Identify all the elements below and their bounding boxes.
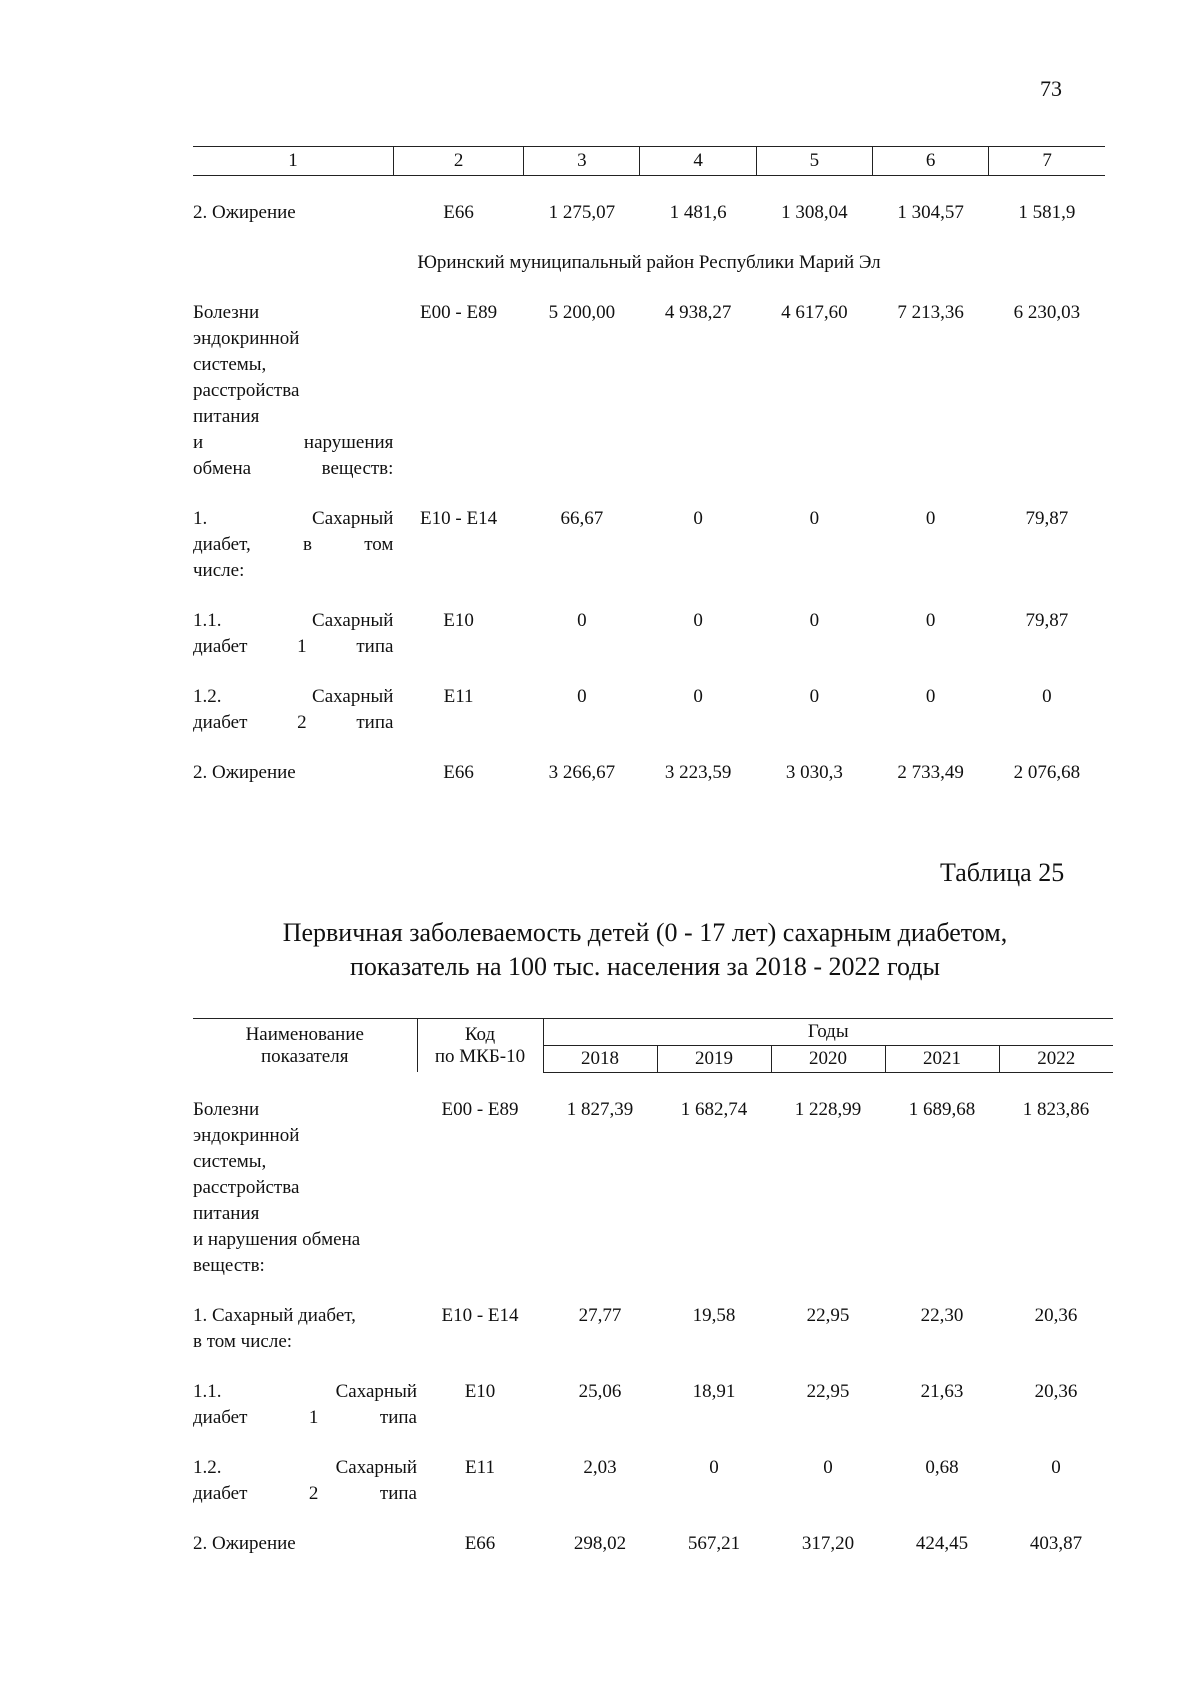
- row-value: 298,02: [573, 1532, 627, 1554]
- row-value: 2 076,68: [1013, 762, 1081, 783]
- row-value: 1 823,86: [1022, 1098, 1090, 1120]
- row-value: 0: [693, 610, 703, 631]
- row-name: 1.2. Сахарный диабет 2 типа: [193, 686, 394, 733]
- table-row: [193, 1303, 1113, 1355]
- column-number: 5: [756, 147, 872, 176]
- column-number: 6: [872, 147, 988, 176]
- row-value: 0: [693, 686, 703, 707]
- row-value: 0: [1051, 1456, 1061, 1478]
- row-value: 2,03: [583, 1456, 617, 1478]
- row-value: 22,95: [806, 1380, 850, 1402]
- row-value: 317,20: [801, 1532, 855, 1554]
- table-label: Таблица 25: [940, 858, 1065, 887]
- row-value: 0: [925, 508, 936, 529]
- table-title: Первичная заболеваемость детей (0 - 17 лет) сахарным диабетом, показатель на 100 тыс. населения за 2018 - 2022 годы: [282, 918, 1008, 981]
- year-header: 2020: [771, 1045, 885, 1072]
- row-value: 22,95: [806, 1304, 850, 1326]
- column-number-header: [193, 147, 1105, 176]
- row-value: 0,68: [925, 1456, 959, 1478]
- column-number: 3: [524, 147, 640, 176]
- row-value: 567,21: [687, 1532, 741, 1554]
- row-code: E10: [443, 610, 474, 631]
- years-header: Годы: [543, 1019, 1113, 1046]
- row-value: 0: [823, 1456, 833, 1478]
- year-header: 2021: [885, 1045, 999, 1072]
- row-code: E66: [443, 202, 474, 223]
- row-value: 0: [709, 1456, 719, 1478]
- column-number: 7: [989, 147, 1105, 176]
- row-name: Болезни эндокринной системы, расстройства питания и нарушения обмена веществ:: [193, 302, 394, 479]
- row-value: 1 304,57: [897, 202, 964, 223]
- row-value: 25,06: [578, 1380, 622, 1402]
- row-name: 1.2. Сахарный диабет 2 типа: [193, 1456, 417, 1504]
- icd-code-header: Код по МКБ-10: [417, 1019, 543, 1073]
- row-value: 0: [809, 686, 820, 707]
- column-number: 2: [393, 147, 523, 176]
- table-row: [193, 1379, 1113, 1431]
- row-name: 1. Сахарный диабет, в том числе:: [193, 1304, 356, 1352]
- row-value: 5 200,00: [548, 302, 616, 323]
- row-value: 20,36: [1034, 1304, 1078, 1326]
- row-value: 18,91: [692, 1380, 736, 1402]
- row-value: 1 481,6: [669, 202, 727, 223]
- row-value: 0: [925, 686, 936, 707]
- row-code: E11: [465, 1456, 495, 1478]
- row-value: 4 938,27: [664, 302, 732, 323]
- table-row: [193, 760, 1105, 786]
- row-value: 1 581,9: [1018, 202, 1076, 223]
- row-value: 66,67: [560, 508, 604, 529]
- row-value: 3 266,67: [548, 762, 616, 783]
- row-code: E66: [443, 762, 474, 783]
- row-name: Болезни эндокринной системы, расстройства питания и нарушения обмена веществ:: [193, 1098, 361, 1276]
- indicator-name-header: Наименование показателя: [193, 1019, 417, 1073]
- row-code: E00 - E89: [420, 302, 498, 323]
- row-value: 1 827,39: [566, 1098, 634, 1120]
- row-value: 403,87: [1029, 1532, 1083, 1554]
- row-value: 6 230,03: [1013, 302, 1081, 323]
- row-name: 2. Ожирение: [193, 762, 296, 783]
- year-header: 2019: [657, 1045, 771, 1072]
- region-row: [193, 250, 1105, 276]
- row-value: 0: [925, 610, 936, 631]
- table-row: [193, 1531, 1113, 1557]
- row-value: 4 617,60: [781, 302, 848, 323]
- row-value: 79,87: [1025, 508, 1069, 529]
- row-value: 27,77: [578, 1304, 622, 1326]
- row-value: 0: [577, 686, 587, 707]
- row-code: E00 - E89: [441, 1098, 519, 1120]
- row-value: 7 213,36: [897, 302, 964, 323]
- row-value: 3 223,59: [664, 762, 732, 783]
- row-value: 0: [693, 508, 703, 529]
- row-value: 1 308,04: [781, 202, 848, 223]
- row-name: 2. Ожирение: [193, 1532, 296, 1554]
- row-value: 0: [1042, 686, 1052, 707]
- row-name: 1.1. Сахарный диабет 1 типа: [193, 610, 394, 657]
- row-code: E10 - E14: [441, 1304, 519, 1326]
- region-heading: Юринский муниципальный район Республики Марий Эл: [417, 252, 881, 273]
- row-value: 21,63: [920, 1380, 964, 1402]
- row-value: 1 689,68: [908, 1098, 976, 1120]
- table-row: [193, 684, 1105, 736]
- row-value: 19,58: [692, 1304, 736, 1326]
- row-value: 79,87: [1025, 610, 1069, 631]
- children-diabetes-incidence-table: [193, 1018, 1113, 1557]
- table-row: [193, 200, 1105, 226]
- page-number: 73: [1040, 76, 1062, 101]
- continued-incidence-table: [193, 146, 1105, 786]
- row-code: E11: [443, 686, 474, 707]
- row-value: 20,36: [1034, 1380, 1078, 1402]
- table-row: [193, 608, 1105, 660]
- table-row: [193, 300, 1105, 482]
- year-header: 2022: [999, 1045, 1113, 1072]
- table-row: [193, 1455, 1113, 1507]
- row-value: 0: [577, 610, 587, 631]
- row-value: 0: [809, 508, 820, 529]
- row-value: 22,30: [920, 1304, 964, 1326]
- row-name: 2. Ожирение: [193, 202, 296, 223]
- row-code: E10: [464, 1380, 496, 1402]
- row-value: 2 733,49: [897, 762, 964, 783]
- row-code: E66: [464, 1532, 496, 1554]
- table-row: [193, 506, 1105, 584]
- row-name: 1. Сахарный диабет, в том числе:: [193, 508, 394, 581]
- row-code: E10 - E14: [420, 508, 498, 529]
- row-value: 0: [809, 610, 820, 631]
- row-name: 1.1. Сахарный диабет 1 типа: [193, 1380, 417, 1428]
- row-value: 424,45: [915, 1532, 969, 1554]
- row-value: 1 275,07: [548, 202, 616, 223]
- column-number: 1: [193, 147, 393, 176]
- row-value: 1 228,99: [794, 1098, 862, 1120]
- column-number: 4: [640, 147, 756, 176]
- table-row: [193, 1097, 1113, 1279]
- row-value: 3 030,3: [785, 762, 843, 783]
- row-value: 1 682,74: [680, 1098, 748, 1120]
- year-header: 2018: [543, 1045, 657, 1072]
